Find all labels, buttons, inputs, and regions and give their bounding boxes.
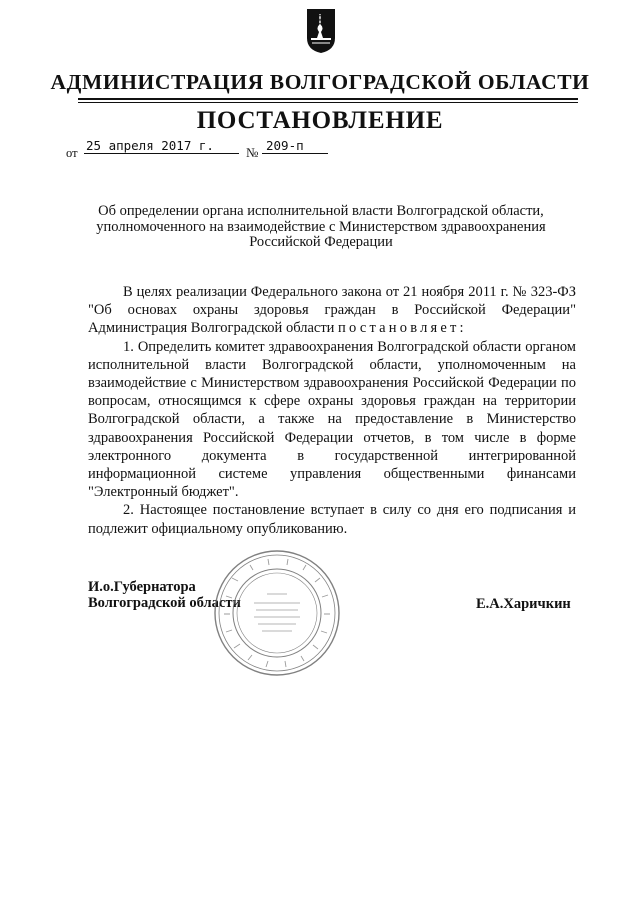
signer-name: Е.А.Харичкин	[476, 596, 571, 612]
item-1-paragraph: 1. Определить комитет здравоохранения Волгоградской области органом исполнительной власти Волгоградской области, уполномоченным на взаимодействие с Министерством здравоохранения Российской Федерации по вопросам, относящимся к сфере охраны здоровья граждан на территории Волгоградской области, а также на предоставление в Министерство здравоохранения Российской Федерации отчетов, в том числе в форме электронного документа в государственной интегрированной информационной системе управления общественными финансами "Электронный бюджет".	[88, 338, 576, 501]
number-value: 209-п	[266, 138, 304, 153]
document-body	[88, 283, 576, 538]
document-subject: Об определении органа исполнительной власти Волгоградской области, уполномоченного на взаимодействие с Министерством здравоохранения Российской Федерации	[96, 203, 546, 250]
header-rule-thin	[78, 102, 578, 103]
number-label: №	[246, 145, 259, 160]
number-underline	[262, 153, 328, 154]
item-2-paragraph: 2. Настоящее постановление вступает в силу со дня его подписания и подлежит официальному опубликованию.	[88, 502, 576, 537]
preamble-text: В целях реализации Федерального закона от 21 ноября 2011 г. № 323-ФЗ "Об основах охраны здоровья граждан в Российской Федерации" Администрация Волгоградской области	[88, 284, 576, 337]
signer-title-line1: И.о.Губернатора	[88, 579, 196, 595]
signer-title-line2: Волгоградской области	[88, 595, 241, 611]
date-underline	[84, 153, 239, 154]
date-value: 25 апреля 2017 г.	[86, 138, 214, 153]
official-stamp	[212, 548, 342, 678]
organization-title: АДМИНИСТРАЦИЯ ВОЛГОГРАДСКОЙ ОБЛАСТИ	[50, 70, 590, 94]
date-label: от	[66, 146, 78, 160]
preamble-paragraph	[88, 283, 576, 338]
coat-of-arms-icon	[306, 8, 336, 54]
document-type-title: ПОСТАНОВЛЕНИЕ	[196, 107, 444, 134]
preamble-decree-word: постановляет:	[338, 320, 467, 337]
header-rule-thick	[78, 98, 578, 100]
